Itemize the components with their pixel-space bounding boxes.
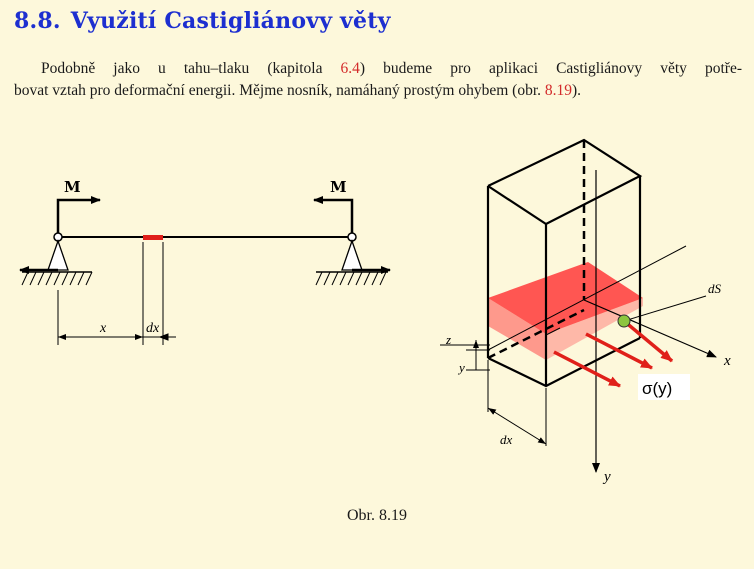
text-run: bovat vztah pro deformační energii. Mějme nosník, namáhaný prostým ohybem (obr. (14, 82, 545, 99)
section-title: Využití Castigliánovy věty (70, 8, 391, 34)
axis-label-z: z (446, 332, 452, 347)
x-axis (584, 300, 716, 357)
dim-label-dx-element: dx (500, 432, 513, 447)
text-run: ). (572, 82, 582, 99)
text-run: Podobně jako u tahu–tlaku (kapitola (41, 60, 341, 77)
figure-caption: Obr. 8.19 (347, 507, 407, 524)
stress-arrow (554, 352, 620, 386)
beam-element-dx (143, 235, 163, 240)
element-3d-diagram (440, 140, 731, 485)
chapter-reference-link[interactable]: 6.4 (340, 60, 360, 77)
dim-label-x: x (100, 321, 107, 336)
dim-label-dx: dx (146, 321, 160, 336)
moment-label-left: M (64, 178, 81, 196)
moment-left (58, 178, 100, 233)
section-number: 8.8. (14, 8, 61, 34)
axis-label-y-small: y (459, 360, 465, 375)
moment-right (314, 178, 352, 233)
dx-dimension (488, 408, 546, 444)
axis-label-y: y (604, 469, 611, 485)
axis-label-x: x (724, 353, 731, 369)
right-support (316, 233, 390, 285)
text-run: ) budeme pro aplikaci Castigliánovy věty potře- (359, 60, 742, 77)
area-element-point (618, 315, 630, 327)
beam-diagram (20, 178, 390, 345)
label-sigma: σ(y) (642, 379, 673, 398)
moment-label-right: M (330, 178, 347, 196)
figure-reference-link[interactable]: 8.19 (544, 82, 573, 99)
label-ds: dS (708, 281, 721, 296)
left-support (20, 233, 92, 285)
